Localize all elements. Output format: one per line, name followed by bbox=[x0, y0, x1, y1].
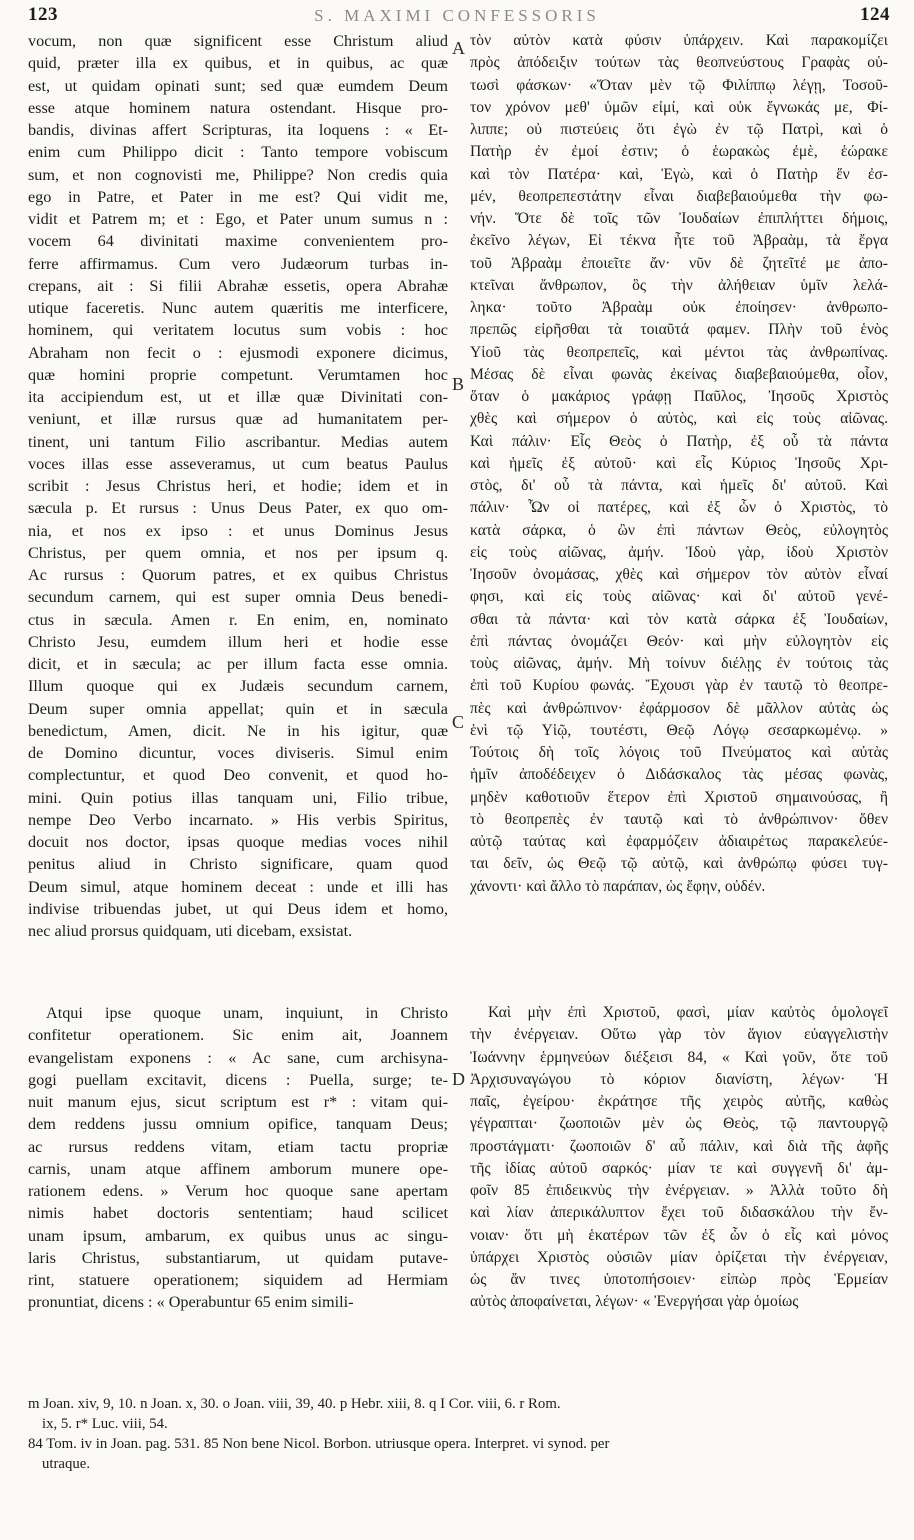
latin-text-line: ctus in sæcula. Amen r. En enim, en, nominato bbox=[28, 610, 448, 629]
greek-text-line: ἑνὶ τῷ Υἱῷ, τουτέστι, Θεῷ Λόγῳ σεσαρκωμένῳ. » bbox=[470, 721, 888, 739]
latin-text-line: Christo Jesu, eumdem illum heri et hodie esse bbox=[28, 632, 448, 651]
greek-text-line: στὸς, δι' οὗ τὰ πάντα, καὶ ἡμεῖς δι' αὐτοῦ. Καὶ bbox=[470, 477, 888, 494]
latin-text-line: Deum super omnia appellat; quin et in sæcula bbox=[28, 699, 448, 718]
greek-text-line: χάνοντι· καὶ ἄλλο τὸ παράπαν, ὡς ἔφην, οὐδέν. bbox=[470, 877, 766, 895]
latin-text-line: Christus, per quem omnia, et nos per ipsum q. bbox=[28, 543, 448, 562]
greek-text-line: πὲς καὶ ἀνθρώπινον· ἐφάρμοσον δὲ μᾶλλον αὐτὰς ὡς bbox=[470, 699, 888, 717]
footnote-line: 84 Tom. iv in Joan. pag. 531. 85 Non bene Nicol. Borbon. utriusque opera. Interpret. vi synod. per bbox=[28, 1436, 610, 1452]
greek-text-line: τῆς ἰδίας αὐτοῦ σαρκός· μίαν τε καὶ συγγενῆ δι' ἀμ- bbox=[470, 1159, 888, 1177]
page-number-right: 124 bbox=[860, 4, 890, 25]
greek-text-line: ὑπάρχει Χριστὸς οὐσιῶν μίαν ὁρίζεται τὴν ἐνέργειαν, bbox=[470, 1248, 888, 1266]
greek-text-line: τὴν ἐνέργειαν. Οὕτω γὰρ τὸν ἅγιον εὐαγγελιστὴν bbox=[470, 1026, 888, 1044]
latin-text-line: indivise tribuendas jubet, ut qui Deus idem et homo, bbox=[28, 899, 448, 918]
greek-text-line: ἡμῖν ἀποδέδειχεν ὁ Διδάσκαλος τὰς μέσας φωνὰς, bbox=[470, 766, 888, 784]
latin-text-line: veniunt, et illæ rursus quæ ad humanitatem per- bbox=[28, 410, 448, 429]
latin-text-line: esse atque hominem natura ostendant. Hisque pro- bbox=[28, 98, 448, 117]
greek-text-line: Πατὴρ ἐν ἐμοί ἐστιν; ὁ ἑωρακὼς ἐμὲ, ἑώρακε bbox=[470, 143, 888, 161]
greek-text-line: ἐπὶ τοῦ Κυρίου φωνάς. Ἔχουσι γὰρ ἐν ταυτῷ τὸ θεοπρε- bbox=[470, 677, 888, 695]
latin-text-line: secundum carnem, qui est super omnia Deus benedi- bbox=[28, 588, 448, 607]
running-title: S. MAXIMI CONFESSORIS bbox=[314, 6, 600, 25]
latin-text-line: rationem edens. » Verum hoc quoque sane apertam bbox=[28, 1182, 448, 1200]
latin-text-line: pronuntiat, dicens : « Operabuntur 65 enim simili- bbox=[28, 1293, 354, 1312]
greek-text-line: Καὶ μὴν ἐπὶ Χριστοῦ, φασὶ, μίαν καὐτὸς ὁμολογεῖ bbox=[488, 1004, 888, 1021]
latin-text-line: complectuntur, et quod Deo convenit, et quod ho- bbox=[28, 766, 448, 785]
greek-text-line: καὶ λίαν ἀπερικάλυπτον ἔχει τοῦ διδασκάλου τὴν ἔν- bbox=[470, 1204, 888, 1222]
latin-text-line: ego in Patre, et Pater in me est? Qui vidit me, bbox=[28, 187, 448, 206]
greek-text-line: χθὲς καὶ σήμερον ὁ αὐτὸς, καὶ εἰς τοὺς αἰῶνας. bbox=[470, 410, 888, 428]
greek-text-line: μέν, θεοπρεπεστάτην εἶναι διαβεβαιούμεθα τὴν φω- bbox=[470, 187, 888, 205]
latin-text-line: Illum quoque qui ex Judæis secundum carnem, bbox=[28, 677, 448, 696]
greek-text-line: φοῖν 85 ἐπιδεικνὺς τὴν ἐνέργειαν. » Ἀλλὰ τοῦτο δὴ bbox=[470, 1182, 888, 1199]
greek-text-line: τον χρόνον μεθ' ὑμῶν εἰμί, καὶ οὐκ ἔγνωκάς με, Φί- bbox=[470, 98, 888, 116]
latin-text-line: Ac rursus : Quorum patres, et ex quibus Christus bbox=[28, 566, 448, 584]
latin-text-line: dem reddens jussu omnium opifice, tanquam Deus; bbox=[28, 1115, 448, 1134]
latin-text-line: nuit manum ejus, sicut scriptum est r* : vitam qui- bbox=[28, 1093, 448, 1111]
greek-text-line: Μέσας δὲ εἶναι φωνὰς ἐκείνας διαβεβαιούμεθα, οἷον, bbox=[470, 365, 888, 383]
latin-text-line: Atqui ipse quoque unam, inquiunt, in Christo bbox=[46, 1004, 448, 1022]
greek-text-line: τωσὶ φάσκων· «Ὅταν μὲν τῷ Φιλίππῳ λέγῃ, Τοσοῦ- bbox=[470, 76, 888, 94]
latin-column-top bbox=[28, 30, 448, 942]
greek-text-line: πρεπῶς εἰρῆσθαι τὰ τοιαῦτά φαμεν. Πλὴν τοῦ ἑνὸς bbox=[470, 321, 888, 339]
greek-text-line: Ἀρχισυναγώγου τὸ κόριον διανίστη, λέγων· Ἡ bbox=[470, 1070, 888, 1088]
margin-marker-c: C bbox=[452, 712, 465, 732]
greek-text-line: ὡς ἄν τινες ὑποτοπήσοιεν· εἰπὼρ πρὸς Ἑρμείαν bbox=[470, 1271, 888, 1288]
latin-text-line: rint, statuere operationem; siquidem ad Hermiam bbox=[28, 1271, 448, 1289]
greek-text-line: εἰς τοὺς αἰῶνας, ἀμήν. Ἰδοὺ γὰρ, ἰδοὺ Χριστὸν bbox=[470, 543, 888, 561]
greek-text-line: Τούτοις δὴ τοῖς λόγοις τοῦ Πνεύματος καὶ αὐτὰς bbox=[470, 744, 888, 761]
latin-text-line: vocum, non quæ significent esse Christum aliud bbox=[28, 32, 448, 50]
latin-text-line: enim cum Philippo dicit : Tanto tempore vobiscum bbox=[28, 143, 448, 162]
latin-text-line: sum, et non cognovisti me, Philippe? Non credis quia bbox=[28, 165, 448, 184]
latin-text-line: nempe Deo Verbo incarnato. » His verbis Spiritus, bbox=[28, 810, 448, 829]
latin-text-line: Deum simul, atque hominem deceat : unde et illi has bbox=[28, 877, 448, 896]
latin-text-line: hominem, qui veritatem locutus sum vobis : hoc bbox=[28, 321, 448, 340]
greek-text-line: παῖς, ἐγείρου· ἐκράτησε τῆς χειρὸς αὐτῆς, καθὼς bbox=[470, 1093, 888, 1110]
greek-text-line: Καὶ πάλιν· Εἷς Θεὸς ὁ Πατὴρ, ἐξ οὗ τὰ πάντα bbox=[470, 432, 888, 450]
greek-text-line: καὶ ἡμεῖς ἐξ αὐτοῦ· καὶ εἷς Κύριος Ἰησοῦς Χρι- bbox=[470, 454, 888, 472]
margin-marker-b: B bbox=[452, 374, 465, 394]
latin-text-line: nimis habet doctoris sententiam; haud scilicet bbox=[28, 1204, 448, 1223]
footnotes bbox=[28, 1394, 898, 1474]
latin-text-line: quæ homini proprie competunt. Verumtamen hoc bbox=[28, 365, 448, 384]
latin-text-line: quid, præter illa ex quibus, et in quibus, ac quæ bbox=[28, 54, 448, 73]
latin-text-line: penitus aliud in Christo significare, quam quod bbox=[28, 855, 448, 874]
greek-text-line: νοιαν· ὅτι μὴ ἑκατέρων τῶν ἐξ ὧν ὁ εἷς καὶ μόνος bbox=[470, 1226, 888, 1244]
greek-text-line: καὶ τὸν Πατέρα· καὶ, Ἐγὼ, καὶ ὁ Πατὴρ ἕν ἐσ- bbox=[470, 165, 888, 183]
greek-text-line: μηδὲν καθοτιοῦν ἕτερον ἐπὶ Χριστοῦ σημαινούσας, ἢ bbox=[470, 788, 888, 806]
latin-text-line: benedictum, Amen, dicit. Ne in his igitur, quæ bbox=[28, 721, 448, 740]
latin-text-line: bandis, divinas affert Scripturas, ita loquens : « Et- bbox=[28, 121, 448, 139]
greek-text-line: ἐπὶ πάντας ὀνομάζει Θεόν· καὶ μὴν εὐλογητὸν εἰς bbox=[470, 632, 888, 650]
greek-text-line: τὸ θεοπρεπὲς ἐν ταυτῷ καὶ τὸ ἀνθρώπινον· ὅθεν bbox=[470, 810, 888, 828]
margin-marker-a: A bbox=[452, 38, 465, 58]
latin-text-line: vocem 64 divinitati maxime convenientem pro- bbox=[28, 232, 448, 251]
greek-text-line: ὅταν ὁ μακάριος γράφῃ Παῦλος, Ἰησοῦς Χριστὸς bbox=[470, 388, 888, 405]
latin-text-line: nia, et nos ex ipso : et unus Dominus Jesus bbox=[28, 521, 448, 540]
latin-text-line: ferre affirmamus. Cum vero Judæorum turbas in- bbox=[28, 254, 448, 273]
latin-text-line: voces illas esse asseveramus, ut cum beatus Paulus bbox=[28, 454, 448, 473]
page-number-left: 123 bbox=[28, 4, 58, 25]
greek-text-line: αὐτῷ ταύτας καὶ ἐφαρμόζειν ἀδιαιρέτως παρακελεύε- bbox=[470, 833, 888, 850]
latin-text-line: unam ipsum, ambarum, ex quibus unus ac singu- bbox=[28, 1226, 448, 1245]
greek-text-line: φησι, καὶ εἰς τοὺς αἰῶνας· καὶ δι' αὐτοῦ γενέ- bbox=[470, 588, 888, 606]
latin-text-line: mini. Quin potius illas tanquam uni, Filio tribue, bbox=[28, 788, 448, 807]
latin-text-line: evangelistam exponens : « Ac sane, cum archisyna- bbox=[28, 1048, 448, 1067]
greek-text-line: κτεῖναι ἄνθρωπον, ὃς τὴν ἀλήθειαν ὑμῖν λελά- bbox=[470, 276, 888, 294]
greek-text-line: πρὸς ἀπόδειξιν τούτων τὰς θεοπνεύστους Γραφὰς οὑ- bbox=[470, 54, 888, 72]
latin-text-line: docuit nos doctor, ipsas quoque medias voces nihil bbox=[28, 833, 448, 851]
latin-text-line: scribit : Jesus Christus heri, et hodie; idem et in bbox=[28, 477, 448, 495]
latin-text-line: ita accipiendum est, ut et illæ quæ Divinitati con- bbox=[28, 388, 448, 406]
greek-text-line: γέγραπται· ζωοποιῶν μὲν ὡς Θεὸς, τῷ παντουργῷ bbox=[470, 1115, 888, 1133]
margin-marker-d: D bbox=[452, 1069, 465, 1089]
greek-text-line: σθαι τὰ πάντα· καὶ τὸν κατὰ σάρκα ἐξ Ἰουδαίων, bbox=[470, 610, 888, 628]
latin-text-line: crepans, ait : Si filii Abrahæ essetis, opera Abrahæ bbox=[28, 276, 448, 295]
greek-text-line: Ἰωάννην ἑρμηνεύων διέξεισι 84, « Καὶ γοῦν, ὅτε τοῦ bbox=[470, 1048, 888, 1066]
greek-text-line: τοὺς αἰῶνας, ἀμήν. Μὴ τοίνυν διέλῃς ἐν τούτοις τὰς bbox=[470, 655, 888, 672]
greek-text-line: κατὰ σάρκα, ὁ ὢν ἐπὶ πάντων Θεὸς, εὐλογητὸς bbox=[470, 521, 888, 539]
greek-text-line: ληκα· τοῦτο Ἀβραὰμ οὐκ ἐποίησεν· ἀνθρωπο- bbox=[470, 299, 888, 316]
greek-text-line: λιππε; οὐ πιστεύεις ὅτι ἐγὼ ἐν τῷ Πατρὶ, καὶ ὁ bbox=[470, 121, 888, 138]
greek-text-line: τὸν αὐτὸν κατὰ φύσιν ὑπάρχειν. Καὶ παρακομίζει bbox=[470, 32, 888, 49]
latin-text-line: utique faceretis. Nunc autem quæritis me interficere, bbox=[28, 299, 448, 317]
latin-column-bottom bbox=[28, 1002, 448, 1314]
latin-text-line: nec aliud prorsus quidquam, uti dicebam, exsistat. bbox=[28, 922, 353, 940]
latin-text-line: ac rursus reddens vitam, etiam tactu propriæ bbox=[28, 1137, 448, 1156]
greek-text-line: τοῦ Ἀβραὰμ ἐποιεῖτε ἄν· νῦν δὲ ζητεῖτέ με ἀπο- bbox=[470, 254, 888, 272]
latin-text-line: laris Christus, substantiarum, ut quidam putave- bbox=[28, 1248, 448, 1267]
greek-column-top bbox=[470, 30, 888, 898]
greek-text-line: αὐτὸς ἀποφαίνεται, λέγων· « Ἐνεργήσαι γὰρ ὁμοίως bbox=[470, 1293, 799, 1311]
greek-column-bottom bbox=[470, 1002, 888, 1314]
footnote-line: ix, 5. r* Luc. viii, 54. bbox=[42, 1416, 168, 1432]
greek-text-line: ἐκεῖνο λέγων, Εἰ τέκνα ἦτε τοῦ Ἀβραὰμ, τὰ ἔργα bbox=[470, 232, 888, 250]
latin-text-line: carnis, unam atque affinem amborum munere ope- bbox=[28, 1159, 448, 1178]
latin-text-line: sæcula p. Et rursus : Unus Deus Pater, ex quo om- bbox=[28, 499, 448, 518]
greek-text-line: πάλιν· Ὧν οἱ πατέρες, καὶ ἐξ ὧν ὁ Χριστὸς, τὸ bbox=[470, 499, 888, 517]
latin-text-line: dicit, et in sæcula; ac per illum facta esse omnia. bbox=[28, 655, 448, 673]
greek-text-line: Υἱοῦ τὰς θεοπρεπεῖς, καὶ μέντοι τὰς ἀνθρωπίνας. bbox=[470, 343, 888, 361]
latin-text-line: Abraham non fecit o : ejusmodi exponere dicimus, bbox=[28, 343, 448, 362]
footnote-line: m Joan. xiv, 9, 10. n Joan. x, 30. o Joan. viii, 39, 40. p Hebr. xiii, 8. q I Cor. viii, 6. r Rom. bbox=[28, 1396, 561, 1412]
greek-text-line: προστάγματι· ζωοποιῶν δ' αὖ πάλιν, καὶ διὰ τῆς ἀφῆς bbox=[470, 1137, 888, 1155]
footnote-line: utraque. bbox=[42, 1456, 91, 1472]
page-header bbox=[0, 0, 914, 30]
latin-text-line: vidit et Patrem m; et : Ego, et Pater unum sumus n : bbox=[28, 210, 448, 228]
latin-text-line: gogi puellam excitavit, dicens : Puella, surge; te- bbox=[28, 1070, 448, 1089]
latin-text-line: tinent, uni tantum Filio ascribantur. Medias autem bbox=[28, 432, 448, 451]
greek-text-line: Ἰησοῦν ὀνομάσας, χθὲς καὶ σήμερον τὸν αὐτὸν εἶναί bbox=[470, 566, 888, 583]
latin-text-line: de Domino dicuntur, voces diviseris. Simul enim bbox=[28, 744, 448, 762]
latin-text-line: confitetur operationem. Sic enim ait, Joannem bbox=[28, 1026, 448, 1045]
greek-text-line: ται δεῖν, ὡς Θεῷ τῷ αὐτῷ, καὶ ἀνθρώπῳ φύσει τυγ- bbox=[470, 855, 888, 873]
greek-text-line: νήν. Ὅτε δὲ τοῖς τῶν Ἰουδαίων ἐπιπλήττει δήμοις, bbox=[470, 210, 888, 227]
latin-text-line: est, ut quidam opinati sunt; sed quæ eumdem Deum bbox=[28, 76, 448, 95]
